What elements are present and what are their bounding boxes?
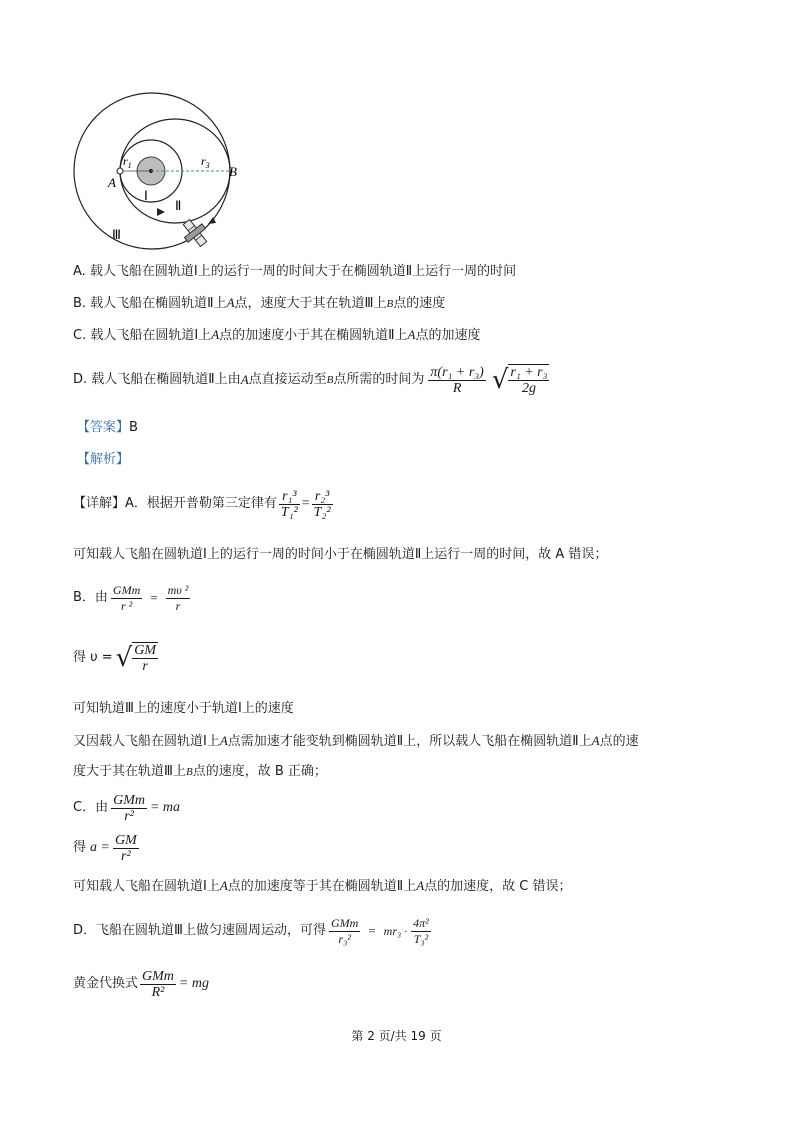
detail-d-equation-line xyxy=(73,906,431,956)
c-rhs: = ma xyxy=(149,800,181,815)
option-d-text-3: 点所需的时间为 xyxy=(333,372,425,387)
point-a-marker xyxy=(117,168,123,174)
v-num: GM xyxy=(134,643,157,658)
d-den-1: r₃² xyxy=(338,931,351,946)
detail-b-reason-1-text-2: 点需加速才能变轨到椭圆轨道Ⅱ上，所以载人飞船在椭圆轨道Ⅱ上 xyxy=(227,734,592,749)
golden-den: R² xyxy=(151,984,165,1000)
b-equals: = xyxy=(150,590,158,605)
page-footer: 第 2 页/共 19 页 xyxy=(351,1029,442,1043)
kepler-den-1: T₁² xyxy=(280,504,298,520)
detail-c-prefix: C．由 xyxy=(73,800,109,815)
detail-a-prefix: 得 xyxy=(73,840,87,855)
option-b-text-3: 点的速度 xyxy=(393,296,446,311)
option-d-text-1: D. 载人飞船在椭圆轨道Ⅱ上由 xyxy=(73,372,241,387)
option-d-sqrt: √ $\frac{\text{r₁ + r₃}}{2g}$ xyxy=(492,360,550,400)
detail-golden-prefix: 黄金代换式 xyxy=(73,976,139,991)
direction-arrow-orbit-2 xyxy=(157,208,165,216)
option-b-text-1: B. 载人飞船在椭圆轨道Ⅱ上 xyxy=(73,296,227,311)
detail-b-prefix: B．由 xyxy=(73,590,108,605)
detail-b-reason-line-2 xyxy=(73,764,327,780)
option-b-text-2: 点，速度大于其在轨道Ⅲ上 xyxy=(234,296,387,311)
detail-v-sqrt: √ $\frac{GM}{r}$ xyxy=(116,638,158,678)
kepler-equals: = xyxy=(301,496,310,511)
label-orbit-1: Ⅰ xyxy=(144,188,148,203)
option-d-time-fraction xyxy=(428,365,485,396)
detail-b-reason-1-point-a2: A xyxy=(591,733,600,748)
detail-b-reason-line-1 xyxy=(73,733,639,750)
detail-c-conclusion xyxy=(73,878,572,895)
a-fraction xyxy=(113,833,139,864)
kepler-fraction-1 xyxy=(279,489,300,520)
label-orbit-2: Ⅱ xyxy=(175,198,182,213)
detail-v-line xyxy=(73,636,158,680)
d-num-1: GMm xyxy=(330,915,359,930)
option-b-point-b: B xyxy=(386,298,394,310)
detail-kepler-line xyxy=(73,481,333,527)
c-num: GMm xyxy=(113,792,145,808)
detail-a-conclusion: 可知载人飞船在圆轨道Ⅰ上的运行一周的时间小于在椭圆轨道Ⅱ上运行一周的时间，故 A 错误； xyxy=(73,547,608,562)
detail-b-reason-1-text-1: 又因载人飞船在圆轨道Ⅰ上 xyxy=(73,734,220,749)
label-b: B xyxy=(229,164,237,179)
label-r1: $r_1$ xyxy=(123,154,132,170)
option-c-point-a1: A xyxy=(211,327,220,342)
d-mid: mr₃ · xyxy=(383,924,408,938)
option-c xyxy=(73,327,481,344)
golden-rhs: = mg xyxy=(178,976,209,991)
detail-c-conclusion-text-2: 点的加速度等于其在椭圆轨道Ⅱ上 xyxy=(227,879,417,894)
option-c-point-a2: A xyxy=(407,327,416,342)
option-d xyxy=(73,358,549,402)
answer-line xyxy=(77,420,138,436)
detail-c-equation-line xyxy=(73,786,180,830)
option-a: A. 载人飞船在圆轨道Ⅰ上的运行一周的时间大于在椭圆轨道Ⅱ上运行一周的时间 xyxy=(73,264,517,279)
kepler-num-1: r₁³ xyxy=(279,489,300,505)
golden-fraction xyxy=(140,969,176,1000)
detail-b-reason-1-text-3: 点的速 xyxy=(599,734,639,749)
label-orbit-3: Ⅲ xyxy=(112,227,121,242)
detail-c-conclusion-point-a2: A xyxy=(416,878,425,893)
c-fraction xyxy=(111,793,147,824)
d-fraction-2 xyxy=(411,916,431,947)
spacecraft-icon xyxy=(178,215,213,251)
d-den-2: T₃² xyxy=(413,931,429,946)
d-num-2: 4π² xyxy=(413,915,429,930)
detail-v-prefix: 得 υ = xyxy=(73,650,113,665)
detail-b-equation-line xyxy=(73,576,190,620)
option-b xyxy=(73,295,445,312)
detail-c-conclusion-text-1: 可知载人飞船在圆轨道Ⅰ上 xyxy=(73,879,220,894)
b-fraction-1 xyxy=(111,583,142,614)
golden-num: GMm xyxy=(142,968,174,984)
option-c-text-3: 点的加速度 xyxy=(415,328,481,343)
detail-golden-line xyxy=(73,962,209,1006)
option-d-text-2: 点直接运动至 xyxy=(248,372,327,387)
option-d-time-denominator: R xyxy=(452,380,462,396)
b-den-2: r xyxy=(175,598,181,613)
detail-b-reason-1-point-a: A xyxy=(219,733,228,748)
detail-b-reason-2-point-b: B xyxy=(185,766,193,778)
option-d-point-b: B xyxy=(326,374,334,386)
c-den: r² xyxy=(124,808,134,824)
option-d-sqrt-numerator: r₁ + r₃ xyxy=(510,365,548,380)
option-c-text-1: C. 载人飞船在圆轨道Ⅰ上 xyxy=(73,328,212,343)
detail-c-conclusion-point-a: A xyxy=(219,878,228,893)
option-d-point-a: A xyxy=(240,372,249,387)
d-fraction-1 xyxy=(329,916,360,947)
a-den: r² xyxy=(121,848,131,864)
detail-b-reason-2-text-1: 度大于其在轨道Ⅲ上 xyxy=(73,764,186,779)
detail-v-conclusion: 可知轨道Ⅲ上的速度小于轨道Ⅰ上的速度 xyxy=(73,701,294,716)
label-a: A xyxy=(108,175,116,190)
detail-a-equation-line xyxy=(73,826,139,870)
b-num-1: GMm xyxy=(112,582,141,597)
b-den-1: r ² xyxy=(120,598,133,613)
a-lhs: a = xyxy=(90,840,110,855)
detail-kepler-prefix: 【详解】A．根据开普勒第三定律有 xyxy=(73,496,277,511)
d-equals: = xyxy=(368,923,376,938)
detail-d-prefix: D．飞船在圆轨道Ⅲ上做匀速圆周运动，可得 xyxy=(73,923,326,938)
kepler-den-2: T₂² xyxy=(313,504,331,520)
a-num: GM xyxy=(114,832,137,848)
option-c-text-2: 点的加速度小于其在椭圆轨道Ⅱ上 xyxy=(219,328,408,343)
answer-label: 【答案】 xyxy=(77,420,130,435)
option-b-point-a: A xyxy=(226,295,235,310)
b-num-2: mυ ² xyxy=(167,582,189,597)
detail-b-reason-2-text-2: 点的速度，故 B 正确； xyxy=(192,764,327,779)
option-d-sqrt-denominator: 2g xyxy=(521,381,536,396)
v-den: r xyxy=(142,659,148,674)
orbit-diagram xyxy=(68,92,258,252)
kepler-num-2: r₂³ xyxy=(312,489,333,505)
analysis-label: 【解析】 xyxy=(77,452,130,467)
option-d-time-numerator: π(r₁ + r₃) xyxy=(430,364,484,380)
detail-c-conclusion-text-3: 点的加速度，故 C 错误； xyxy=(424,879,572,894)
b-fraction-2 xyxy=(166,583,191,614)
kepler-fraction-2 xyxy=(312,489,333,520)
label-r3: $r_3$ xyxy=(201,154,210,170)
answer-value: B xyxy=(129,420,138,435)
